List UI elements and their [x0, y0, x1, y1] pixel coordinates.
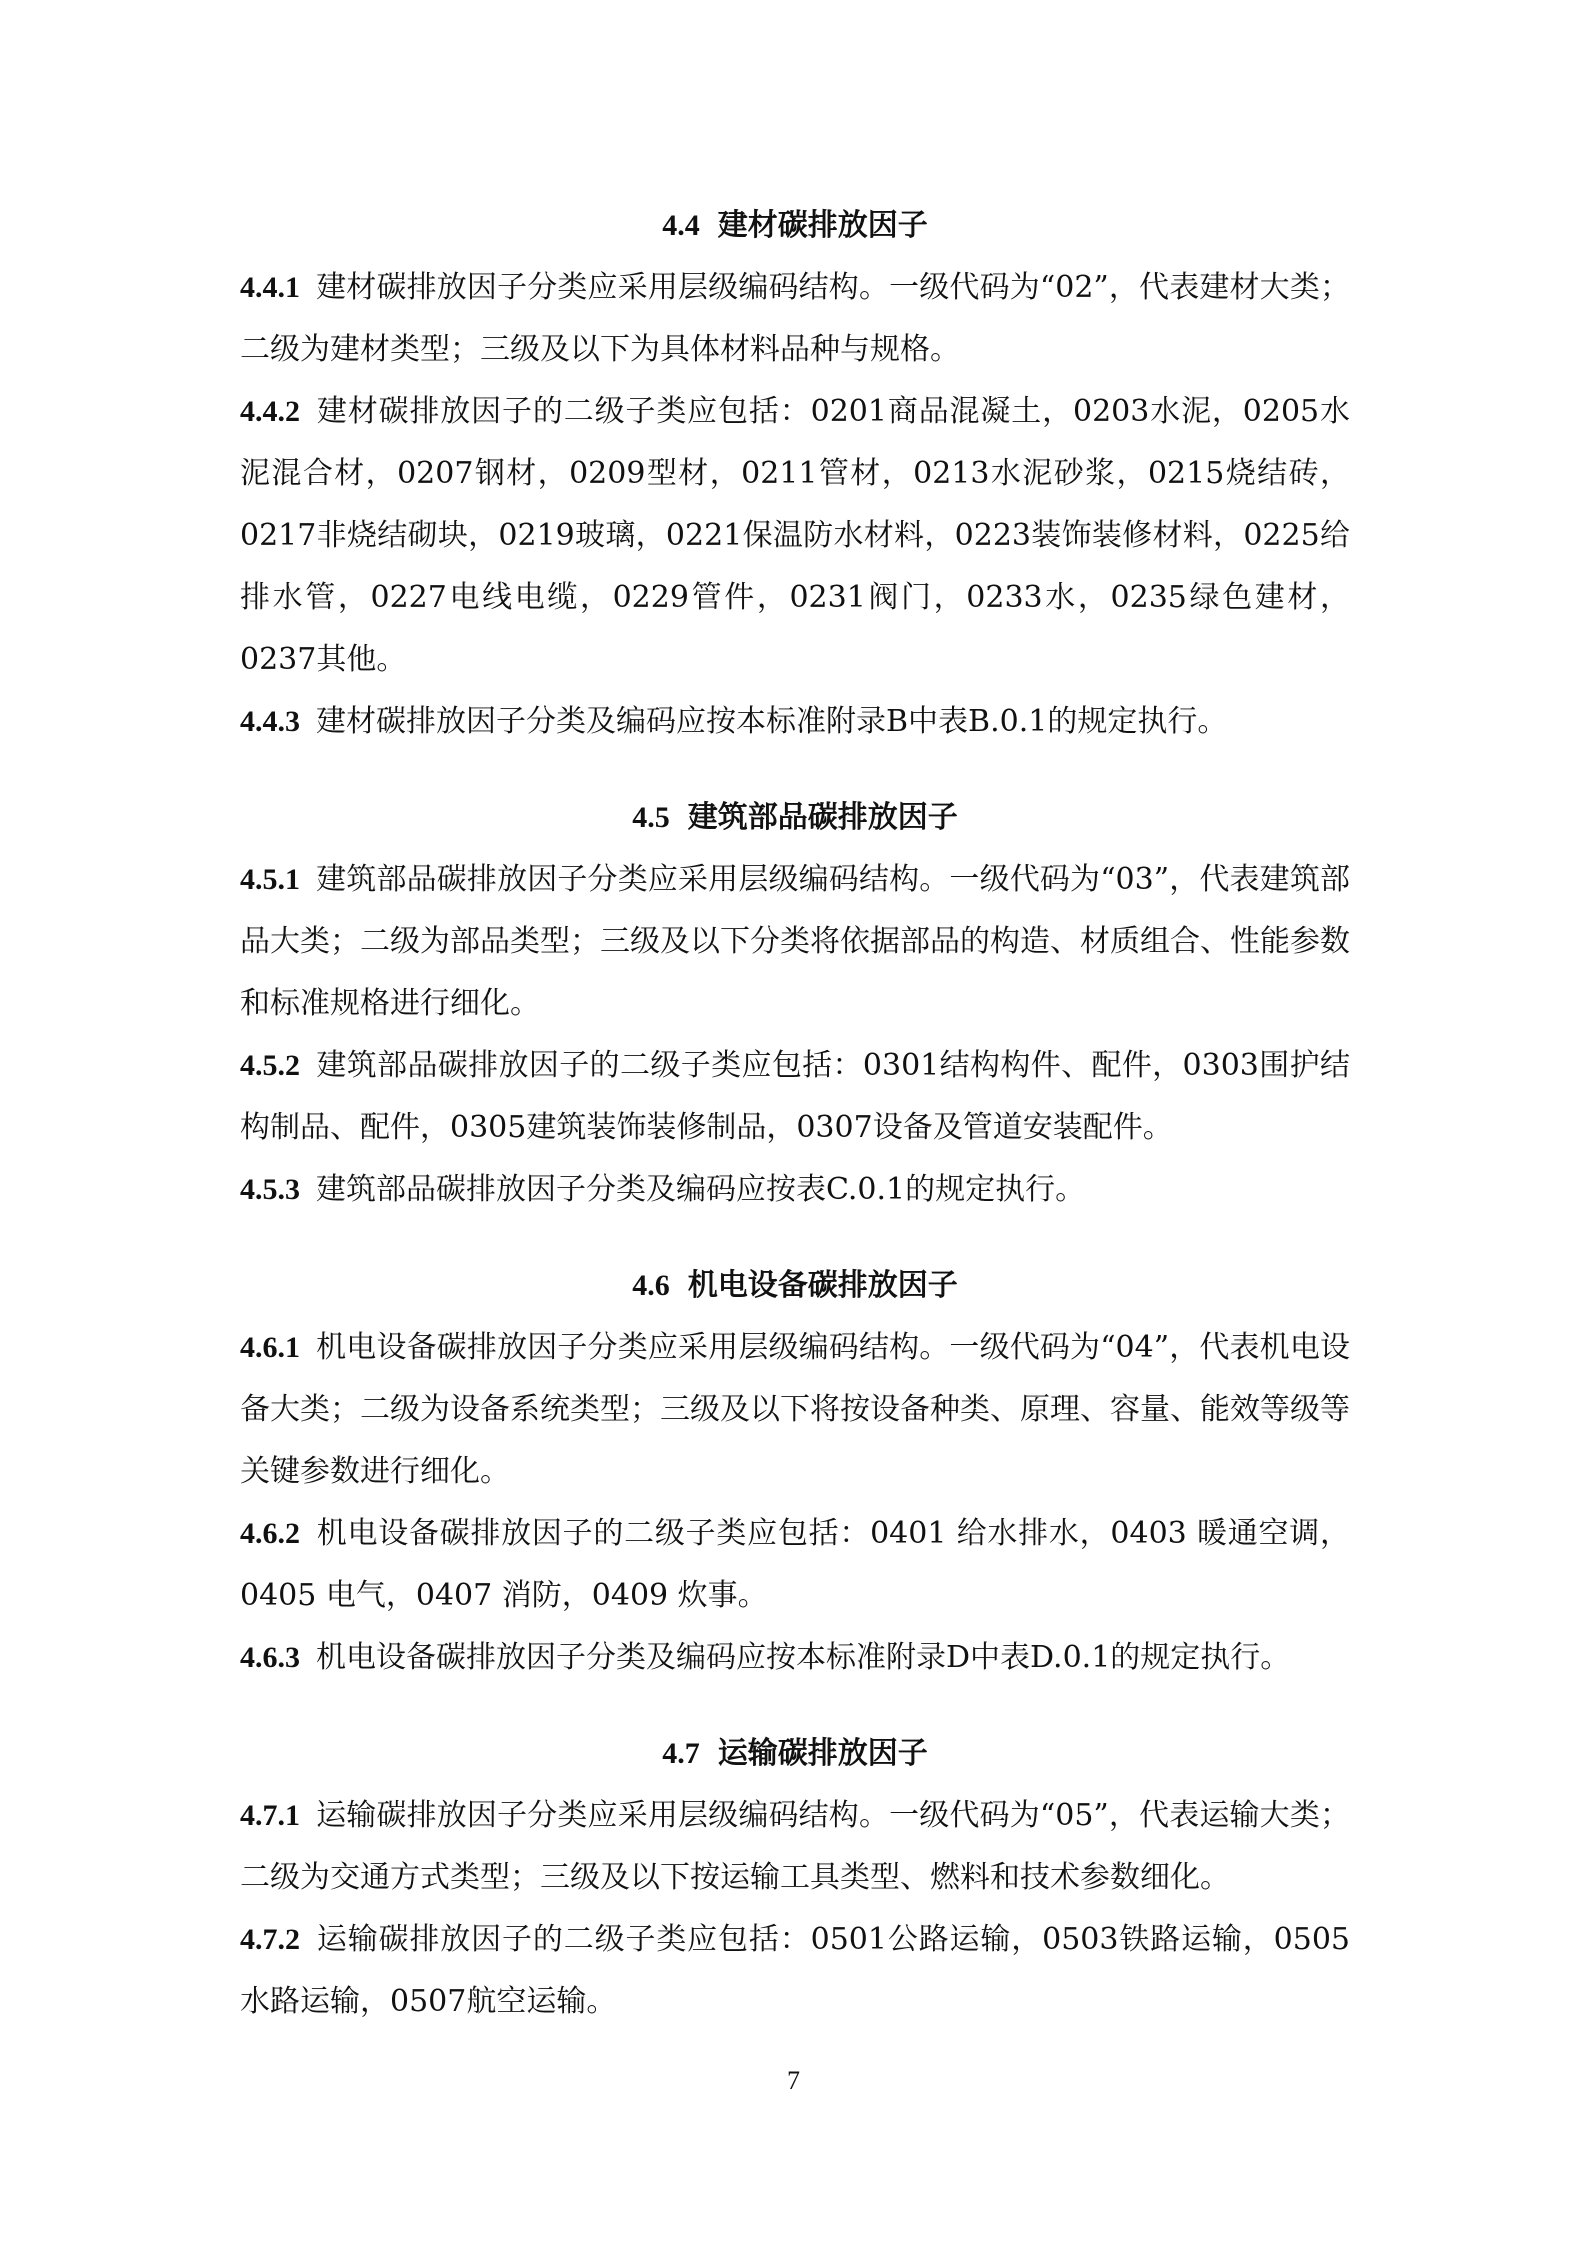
section-title: 建材碳排放因子: [717, 208, 928, 243]
clause-4-4-3: [240, 691, 1350, 753]
clause-text: 建材碳排放因子分类及编码应按本标准附录B中表B.0.1的规定执行。: [316, 704, 1228, 739]
clause-text: 机电设备碳排放因子分类及编码应按本标准附录D中表D.0.1的规定执行。: [316, 1640, 1291, 1675]
clause-text: 建筑部品碳排放因子的二级子类应包括：0301结构构件、配件，0303围护结构制品、配件，0305建筑装饰装修制品，0307设备及管道安装配件。: [240, 1048, 1350, 1145]
section-heading-4-6: [240, 1255, 1350, 1317]
section-title: 建筑部品碳排放因子: [687, 800, 958, 835]
clause-number: 4.6.3: [240, 1641, 300, 1674]
clause-number: 4.4.2: [240, 395, 300, 428]
clause-4-5-3: [240, 1159, 1350, 1221]
clause-4-7-1: [240, 1785, 1350, 1909]
document-body: [240, 195, 1350, 2033]
section-heading-4-7: [240, 1723, 1350, 1785]
clause-4-7-2: [240, 1909, 1350, 2033]
clause-text: 运输碳排放因子分类应采用层级编码结构。一级代码为“05”，代表运输大类；二级为交通方式类型；三级及以下按运输工具类型、燃料和技术参数细化。: [240, 1798, 1350, 1895]
clause-4-4-1: [240, 257, 1350, 381]
clause-number: 4.7.2: [240, 1923, 300, 1956]
section-title: 运输碳排放因子: [717, 1736, 928, 1771]
clause-4-6-1: [240, 1317, 1350, 1503]
clause-number: 4.5.3: [240, 1173, 300, 1206]
clause-text: 建材碳排放因子分类应采用层级编码结构。一级代码为“02”，代表建材大类；二级为建材类型；三级及以下为具体材料品种与规格。: [240, 270, 1350, 367]
section-number: 4.6: [632, 1269, 670, 1302]
clause-number: 4.6.1: [240, 1331, 300, 1364]
clause-number: 4.7.1: [240, 1799, 300, 1832]
section-heading-4-4: [240, 195, 1350, 257]
section-heading-4-5: [240, 787, 1350, 849]
section-number: 4.4: [662, 209, 700, 242]
clause-text: 建材碳排放因子的二级子类应包括：0201商品混凝土，0203水泥，0205水泥混合材，0207钢材，0209型材，0211管材，0213水泥砂浆，0215烧结砖，0217非烧结砌块，0219玻璃，0221保温防水材料，0223装饰装修材料，0225给排水管，0227电线电缆，0229管件，0231阀门，0233水，0235绿色建材，0237其他。: [240, 394, 1350, 677]
clause-4-5-1: [240, 849, 1350, 1035]
section-title: 机电设备碳排放因子: [687, 1268, 958, 1303]
section-number: 4.7: [662, 1737, 700, 1770]
page-number: 7: [787, 2066, 800, 2095]
clause-text: 运输碳排放因子的二级子类应包括：0501公路运输，0503铁路运输，0505水路运输，0507航空运输。: [240, 1922, 1350, 2019]
clause-number: 4.4.1: [240, 271, 300, 304]
clause-text: 机电设备碳排放因子的二级子类应包括：0401 给水排水，0403 暖通空调，0405 电气，0407 消防，0409 炊事。: [240, 1516, 1350, 1613]
clause-text: 建筑部品碳排放因子分类应采用层级编码结构。一级代码为“03”，代表建筑部品大类；二级为部品类型；三级及以下分类将依据部品的构造、材质组合、性能参数和标准规格进行细化。: [240, 862, 1350, 1021]
clause-4-5-2: [240, 1035, 1350, 1159]
clause-number: 4.6.2: [240, 1517, 300, 1550]
clause-4-4-2: [240, 381, 1350, 691]
clause-text: 建筑部品碳排放因子分类及编码应按表C.0.1的规定执行。: [316, 1172, 1086, 1207]
clause-4-6-3: [240, 1627, 1350, 1689]
section-number: 4.5: [632, 801, 670, 834]
clause-4-6-2: [240, 1503, 1350, 1627]
clause-number: 4.4.3: [240, 705, 300, 738]
clause-text: 机电设备碳排放因子分类应采用层级编码结构。一级代码为“04”，代表机电设备大类；二级为设备系统类型；三级及以下将按设备种类、原理、容量、能效等级等关键参数进行细化。: [240, 1330, 1350, 1489]
clause-number: 4.5.2: [240, 1049, 300, 1082]
clause-number: 4.5.1: [240, 863, 300, 896]
